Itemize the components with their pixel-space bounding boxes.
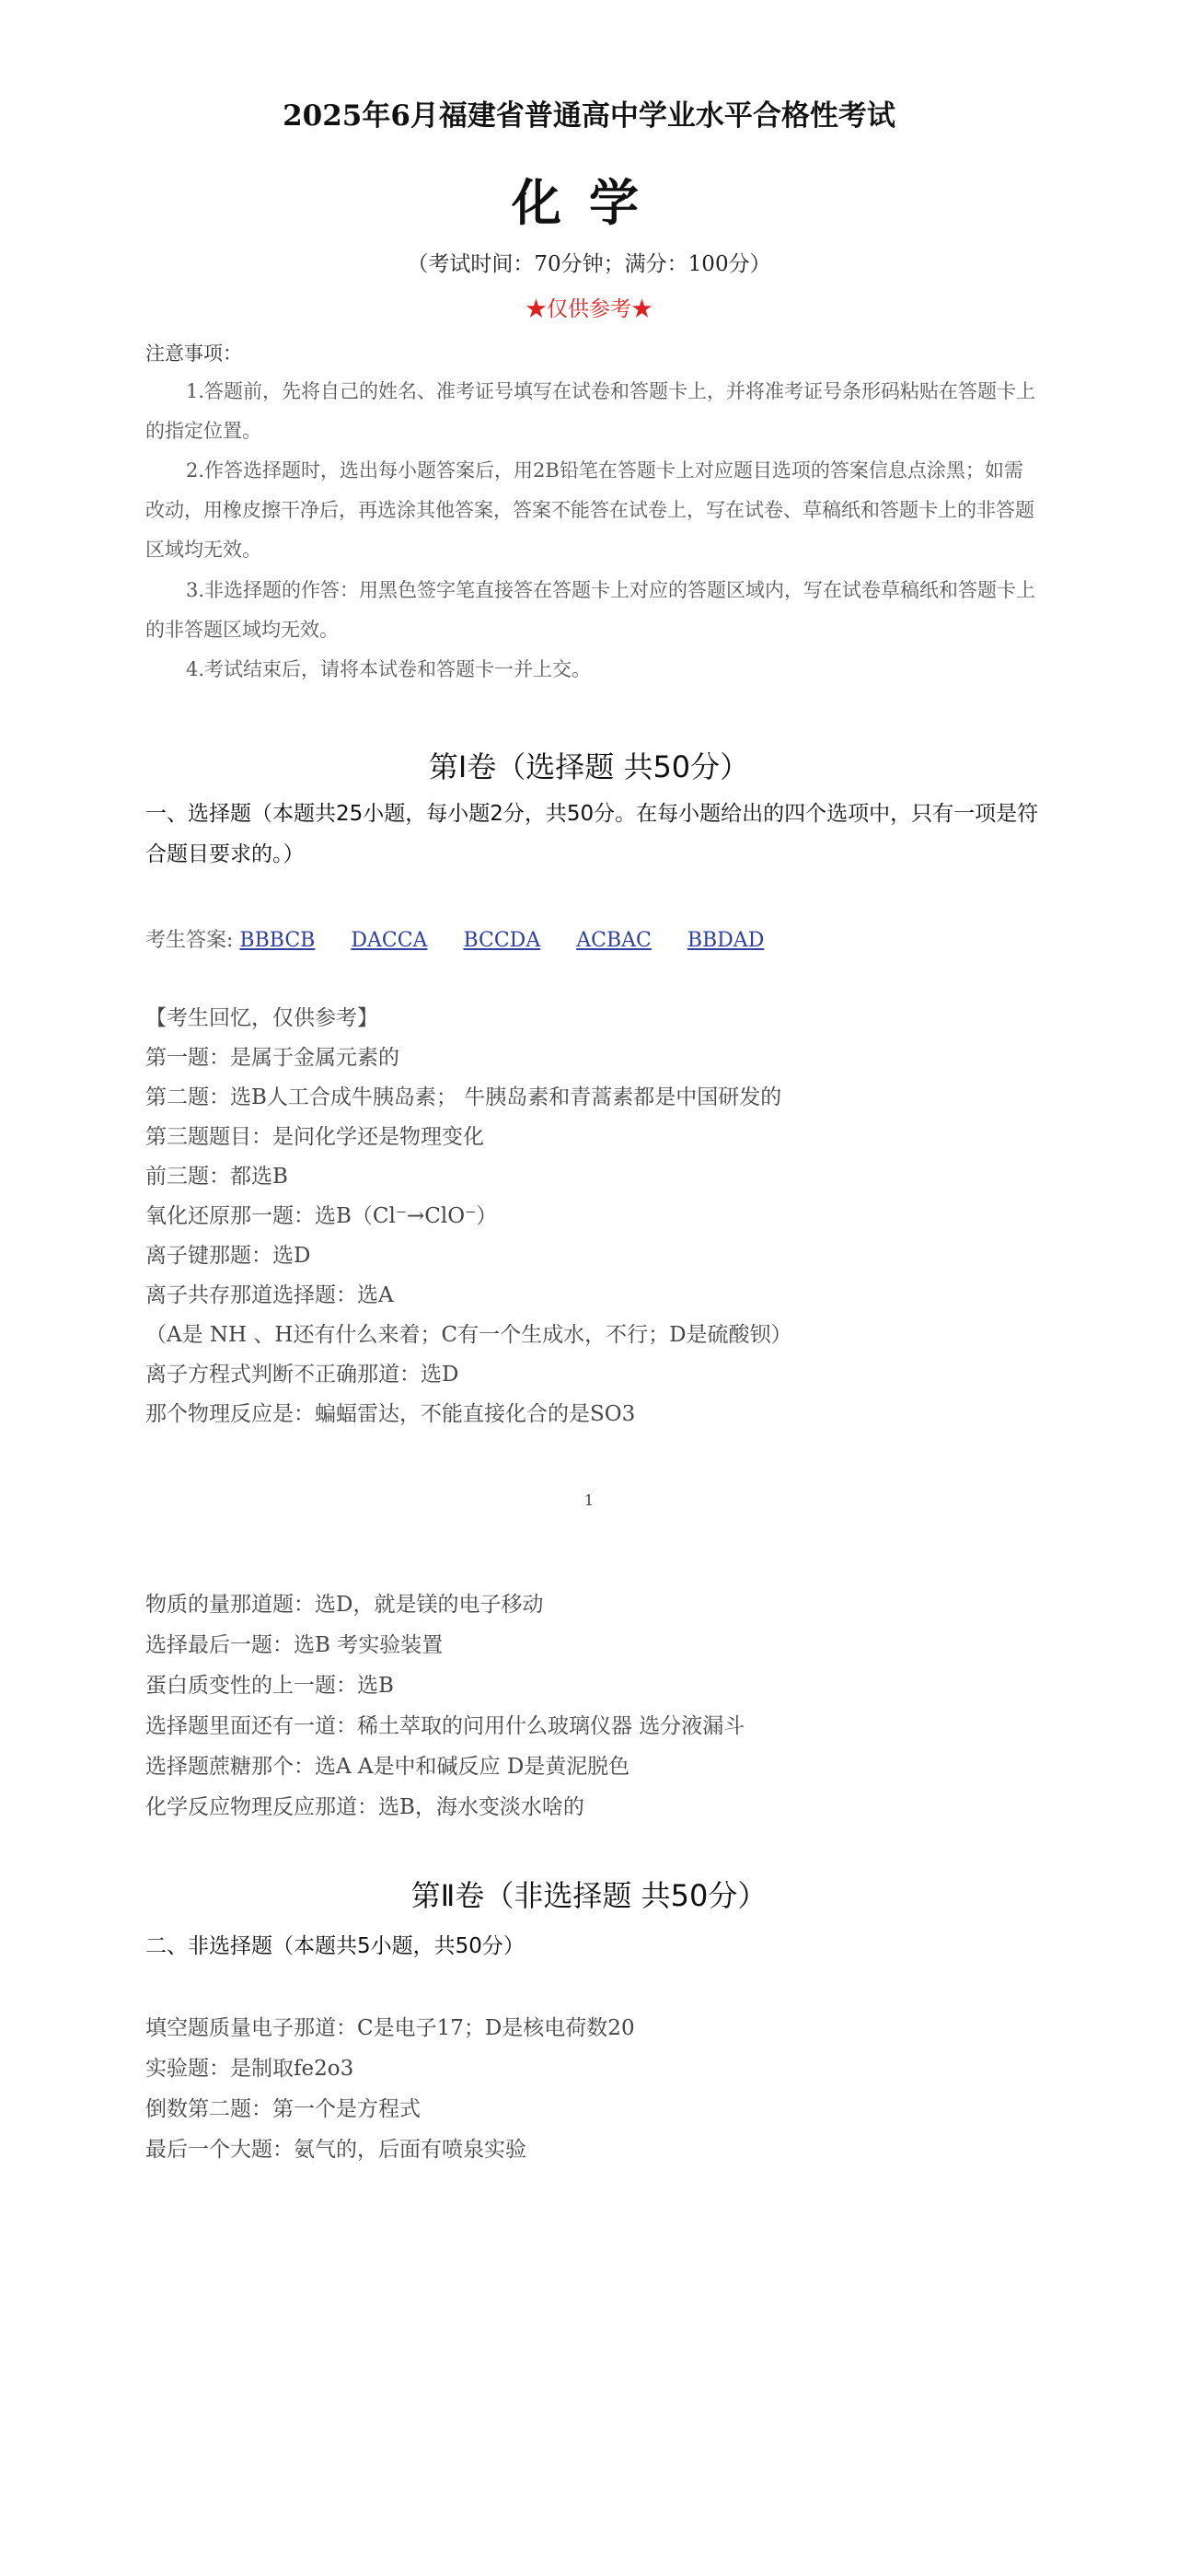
recall-line: （A是 NH 、H还有什么来着；C有一个生成水，不行；D是硫酸钡） [145,1323,792,1347]
notice-item-4 [145,650,1038,690]
recall-line: 离子方程式判断不正确那道：选D [145,1363,459,1387]
recall-line: 离子键那题：选D [145,1244,311,1268]
subject-title: 化学 [512,173,666,232]
recall-line: 蛋白质变性的上一题：选B [145,1674,394,1698]
notice-item-text: 1.答题前，先将自己的姓名、准考证号填写在试卷和答题卡上，并将准考证号条形码粘贴在答题卡上的指定位置。 [145,380,1036,442]
recall-line: 前三题：都选B [145,1165,288,1189]
answer-group: ACBAC [576,929,652,952]
recall-line: 氧化还原那一题：选B（Cl⁻→ClO⁻） [145,1204,498,1228]
document-title: 2025年6月福建省普通高中学业水平合格性考试 [283,99,895,133]
recall-line: 第一题：是属于金属元素的 [145,1046,399,1070]
section2-description: 二、非选择题（本题共5小题，共50分） [145,1934,525,1958]
recall-line: 那个物理反应是：蝙蝠雷达，不能直接化合的是SO3 [145,1402,636,1426]
recall-line: 实验题：是制取fe2o3 [145,2057,354,2081]
answer-group: BBDAD [687,929,765,952]
recall-line: 离子共存那道选择题：选A [145,1283,394,1307]
section2-heading: 第Ⅱ卷（非选择题 共50分） [410,1878,768,1913]
reference-note: ★仅供参考★ [525,297,653,321]
answer-group: BBBCB [239,929,316,952]
page-number: 1 [583,1491,595,1509]
recall-line: 选择最后一题：选B 考实验装置 [145,1633,444,1657]
recall-line: 倒数第二题：第一个是方程式 [145,2097,421,2121]
section1-description: 一、选择题（本题共25小题，每小题2分，共50分。在每小题给出的四个选项中，只有一项是符合题目要求的。） [145,802,1039,866]
notice-item-2 [145,451,1038,570]
notice-title: 注意事项： [145,342,242,365]
recall-line: 第三题题目：是问化学还是物理变化 [145,1125,484,1149]
section1-heading: 第Ⅰ卷（选择题 共50分） [428,749,750,784]
recall-line: 选择题里面还有一道：稀土萃取的问用什么玻璃仪器 选分液漏斗 [145,1714,745,1738]
notice-item-1 [145,372,1038,451]
notice-item-text: 2.作答选择题时，选出每小题答案后，用2B铅笔在答题卡上对应题目选项的答案信息点涂黑；如需改动，用橡皮擦干净后，再选涂其他答案，答案不能答在试卷上，写在试卷、草稿纸和答题卡上的非答题区域均无效。 [145,459,1034,561]
recall-line: 物质的量那道题：选D，就是镁的电子移动 [145,1593,544,1617]
notice-item-3 [145,571,1038,650]
answer-group: BCCDA [463,929,541,952]
recall-line: 填空题质量电子那道：C是电子17；D是核电荷数20 [145,2016,635,2040]
answer-line [145,924,793,953]
notice-item-text: 3.非选择题的作答：用黑色签字笔直接答在答题卡上对应的答题区域内，写在试卷草稿纸和答题卡上的非答题区域均无效。 [145,579,1036,641]
notice-item-text: 4.考试结束后，请将本试卷和答题卡一并上交。 [186,658,592,680]
recall-line: 第二题：选B人工合成牛胰岛素； 牛胰岛素和青蒿素都是中国研发的 [145,1085,782,1109]
answer-group: DACCA [351,929,428,952]
recall-line: 最后一个大题：氨气的，后面有喷泉实验 [145,2138,526,2162]
answer-label: 考生答案: [145,929,234,952]
exam-info: （考试时间：70分钟；满分：100分） [407,252,771,276]
recall-line: 选择题蔗糖那个：选A A是中和碱反应 D是黄泥脱色 [145,1755,630,1779]
recall-line: 化学反应物理反应那道：选B，海水变淡水啥的 [145,1795,584,1819]
recall-header: 【考生回忆，仅供参考】 [145,1006,378,1030]
